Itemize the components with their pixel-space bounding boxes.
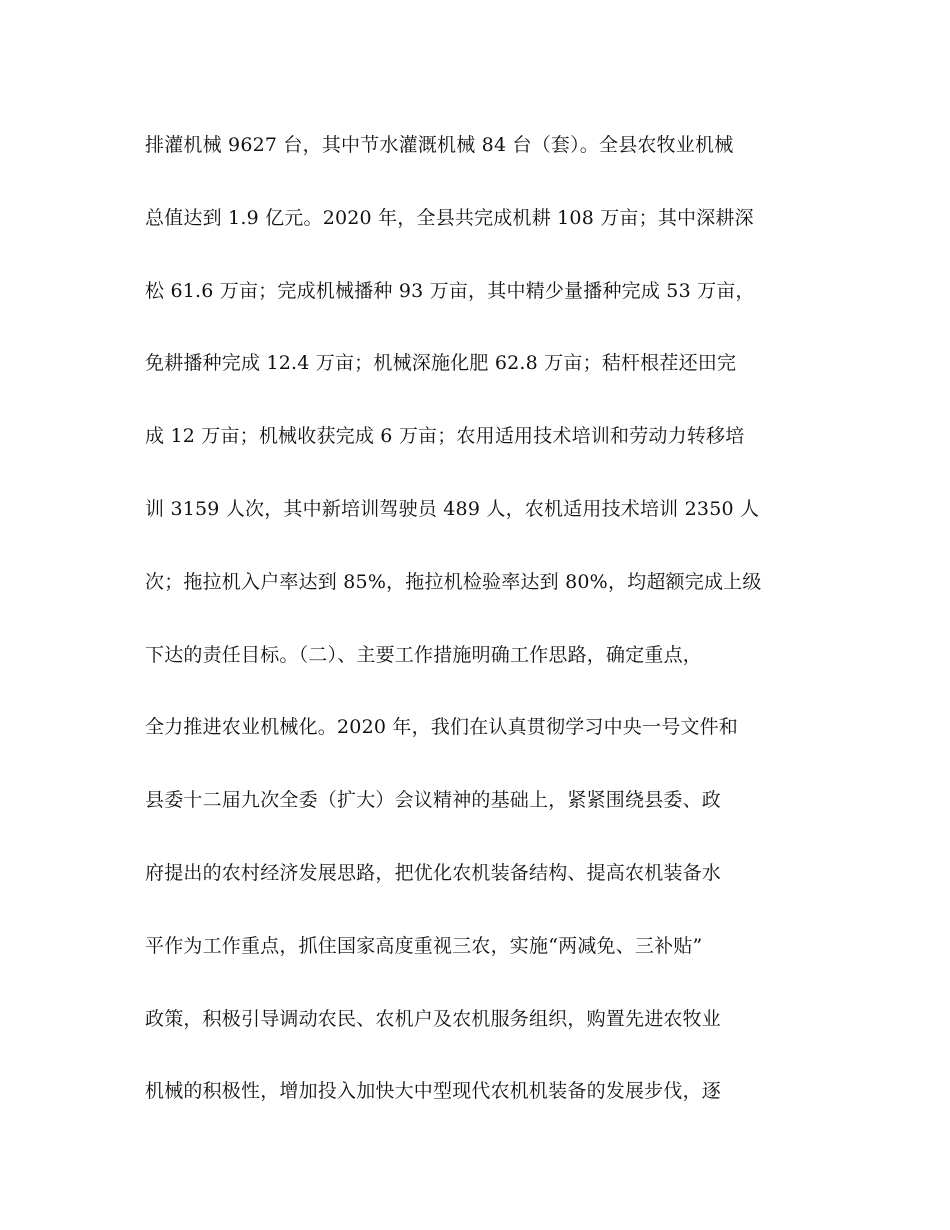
text-line: 县委十二届九次全委（扩大）会议精神的基础上，紧紧围绕县委、政 xyxy=(145,789,722,812)
text-line: 排灌机械 9627 台，其中节水灌溉机械 84 台（套）。全县农牧业机械 xyxy=(145,134,734,156)
text-line: 成 12 万亩；机械收获完成 6 万亩；农用适用技术培训和劳动力转移培 xyxy=(145,425,745,448)
text-line: 平作为工作重点，抓住国家高度重视三农，实施“两减免、三补贴” xyxy=(145,934,703,957)
text-line: 训 3159 人次，其中新培训驾驶员 489 人，农机适用技术培训 2350 人 xyxy=(145,497,760,520)
text-line: 机械的积极性，增加投入加快大中型现代农机机装备的发展步伐，逐 xyxy=(145,1080,722,1103)
text-line: 次；拖拉机入户率达到 85%，拖拉机检验率达到 80%，均超额完成上级 xyxy=(145,570,762,593)
text-line: 免耕播种完成 12.4 万亩；机械深施化肥 62.8 万亩；秸杆根茬还田完 xyxy=(145,352,737,375)
text-line: 政策，积极引导调动农民、农机户及农机服务组织，购置先进农牧业 xyxy=(145,1007,722,1030)
text-line: 全力推进农业机械化。2020 年，我们在认真贯彻学习中央一号文件和 xyxy=(145,716,738,739)
body-text xyxy=(145,123,810,1142)
text-line: 府提出的农村经济发展思路，把优化农机装备结构、提高农机装备水 xyxy=(145,861,722,884)
text-line: 松 61.6 万亩；完成机械播种 93 万亩，其中精少量播种完成 53 万亩， xyxy=(145,279,755,302)
text-line: 下达的责任目标。（二）、主要工作措施明确工作思路，确定重点， xyxy=(145,643,703,666)
text-line: 总值达到 1.9 亿元。2020 年，全县共完成机耕 108 万亩；其中深耕深 xyxy=(145,206,754,229)
